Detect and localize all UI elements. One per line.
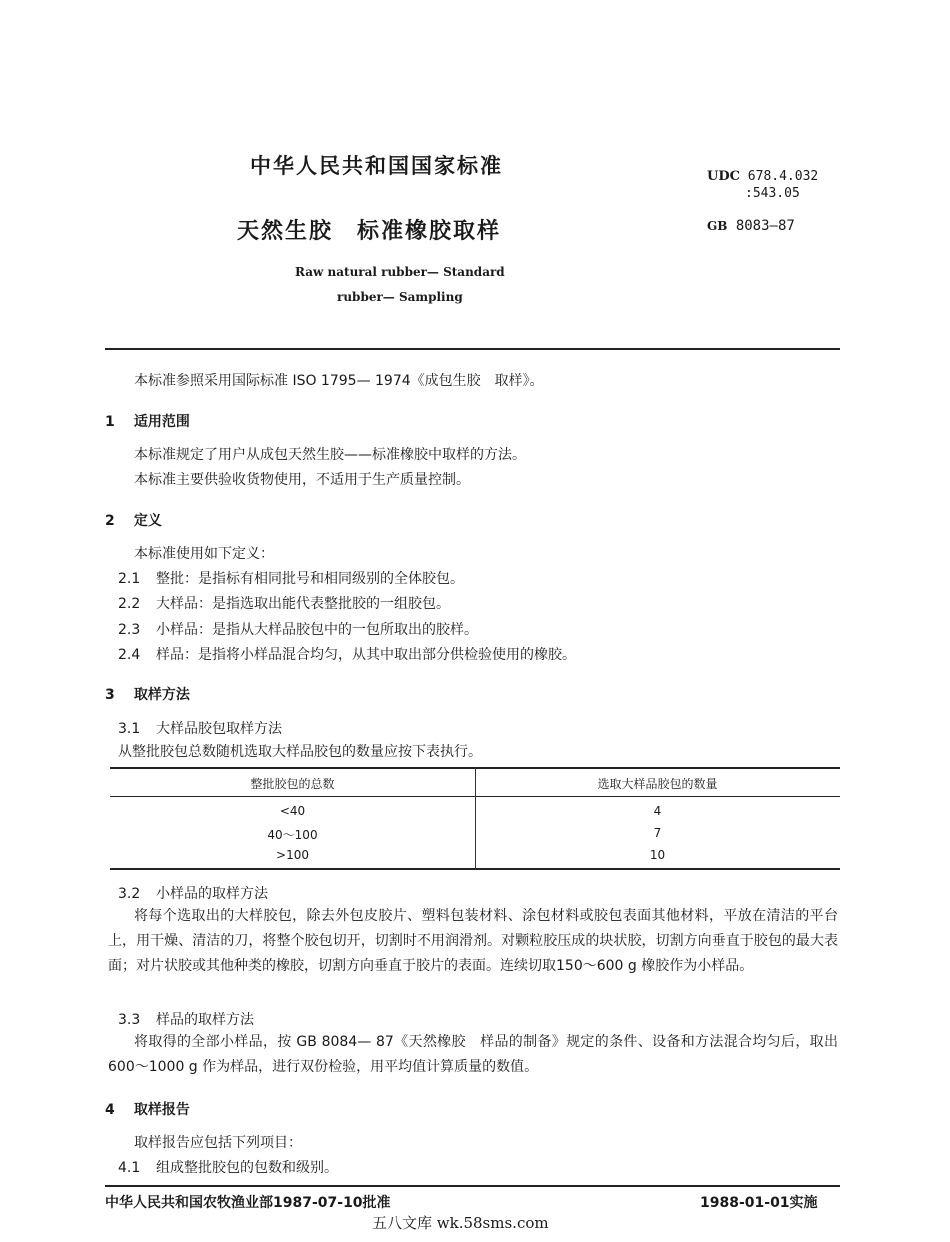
definition-item bbox=[118, 645, 576, 665]
section-2-title: 定义 bbox=[133, 513, 162, 529]
subsection-3-1-title: 大样品胶包取样方法 bbox=[156, 721, 282, 737]
section-1-para-2: 本标准主要供验收货物使用，不适用于生产质量控制。 bbox=[134, 472, 470, 488]
title-english-line1: Raw natural rubber— Standard bbox=[295, 265, 505, 279]
subsection-3-2-title: 小样品的取样方法 bbox=[156, 886, 268, 902]
udc-line2: :543.05 bbox=[745, 186, 800, 201]
definition-text: 整批：是指标有相同批号和相同级别的全体胶包。 bbox=[156, 571, 464, 587]
section-3-title: 取样方法 bbox=[133, 687, 190, 703]
definition-item bbox=[118, 620, 478, 640]
approval-line: 中华人民共和国农牧渔业部1987-07-10批准 bbox=[105, 1195, 391, 1211]
definition-text: 小样品：是指从大样品胶包中的一包所取出的胶样。 bbox=[156, 622, 478, 638]
definition-item bbox=[118, 594, 450, 614]
section-4-number: 4 bbox=[105, 1102, 115, 1118]
section-1-heading bbox=[105, 411, 190, 431]
table-header-total: 整批胶包的总数 bbox=[250, 777, 335, 791]
title-chinese: 天然生胶 标准橡胶取样 bbox=[237, 219, 502, 244]
table-cell: 40～100 bbox=[267, 828, 318, 842]
definition-number: 2.4 bbox=[118, 647, 141, 663]
report-item bbox=[118, 1158, 338, 1178]
section-4-heading bbox=[105, 1099, 190, 1119]
definition-item bbox=[118, 569, 464, 589]
footer-rule bbox=[105, 1185, 840, 1187]
section-2-number: 2 bbox=[105, 513, 115, 529]
subsection-3-1-text: 从整批胶包总数随机选取大样品胶包的数量应按下表执行。 bbox=[118, 744, 482, 760]
udc-block bbox=[707, 168, 818, 202]
udc-line1: 678.4.032 bbox=[747, 169, 819, 184]
subsection-3-2-text: 将每个选取出的大样胶包，除去外包皮胶片、塑料包装材料、涂包材料或胶包表面其他材料，平放在清洁的平台上，用干燥、清洁的刀，将整个胶包切开，切割时不用润滑剂。对颗粒胶压成的块状胶，切割方向垂直于胶包的最大表面；对片状胶或其他种类的橡胶，切割方向垂直于胶片的表面。连续切取150～600 g 橡胶作为小样品。 bbox=[108, 908, 838, 974]
table-cell: <40 bbox=[279, 804, 306, 818]
header-rule bbox=[105, 348, 840, 350]
definition-text: 大样品：是指选取出能代表整批胶的一组胶包。 bbox=[156, 596, 450, 612]
subsection-3-1-heading bbox=[118, 719, 282, 739]
section-4-title: 取样报告 bbox=[133, 1102, 190, 1118]
subsection-3-2-number: 3.2 bbox=[118, 886, 141, 902]
section-4-intro: 取样报告应包括下列项目： bbox=[134, 1135, 302, 1151]
subsection-3-3-heading bbox=[118, 1010, 254, 1030]
title-english-line2: rubber— Sampling bbox=[337, 290, 463, 304]
report-item-number: 4.1 bbox=[118, 1160, 141, 1176]
report-item-text: 组成整批胶包的包数和级别。 bbox=[156, 1160, 338, 1176]
section-2-heading bbox=[105, 510, 162, 530]
table-header-selected: 选取大样品胶包的数量 bbox=[597, 777, 718, 791]
subsection-3-3-text: 将取得的全部小样品，按 GB 8084— 87《天然橡胶 样品的制备》规定的条件、设备和方法混合均匀后，取出 600～1000 g 作为样品，进行双份检验，用平均值计算质量的数值。 bbox=[108, 1034, 838, 1075]
definition-number: 2.2 bbox=[118, 596, 141, 612]
definition-number: 2.3 bbox=[118, 622, 141, 638]
subsection-3-1-number: 3.1 bbox=[118, 721, 141, 737]
section-1-number: 1 bbox=[105, 414, 115, 430]
section-1-title: 适用范围 bbox=[133, 414, 190, 430]
sample-count-table bbox=[110, 767, 840, 870]
gb-number: 8083—87 bbox=[735, 218, 795, 234]
table-cell: 4 bbox=[653, 804, 662, 818]
definition-number: 2.1 bbox=[118, 571, 141, 587]
subsection-3-3-number: 3.3 bbox=[118, 1012, 141, 1028]
watermark-text: 五八文库 wk.58sms.com bbox=[372, 1214, 549, 1232]
gb-block bbox=[707, 218, 795, 234]
table-cell: >100 bbox=[276, 848, 309, 862]
implementation-date: 1988-01-01实施 bbox=[700, 1195, 818, 1211]
section-3-heading bbox=[105, 684, 190, 704]
gb-label: GB bbox=[707, 219, 728, 233]
section-2-intro: 本标准使用如下定义： bbox=[134, 546, 274, 562]
subsection-3-3-title: 样品的取样方法 bbox=[156, 1012, 254, 1028]
standard-name: 中华人民共和国国家标准 bbox=[250, 154, 503, 178]
subsection-3-2-heading bbox=[118, 884, 268, 904]
table-cell: 7 bbox=[653, 826, 662, 840]
section-3-number: 3 bbox=[105, 687, 115, 703]
definition-text: 样品：是指将小样品混合均匀，从其中取出部分供检验使用的橡胶。 bbox=[156, 647, 576, 663]
intro-paragraph: 本标准参照采用国际标准 ISO 1795— 1974《成包生胶 取样》。 bbox=[134, 373, 544, 389]
udc-label: UDC bbox=[707, 169, 740, 184]
section-1-para-1: 本标准规定了用户从成包天然生胶——标准橡胶中取样的方法。 bbox=[134, 447, 526, 463]
table-cell: 10 bbox=[649, 848, 666, 862]
